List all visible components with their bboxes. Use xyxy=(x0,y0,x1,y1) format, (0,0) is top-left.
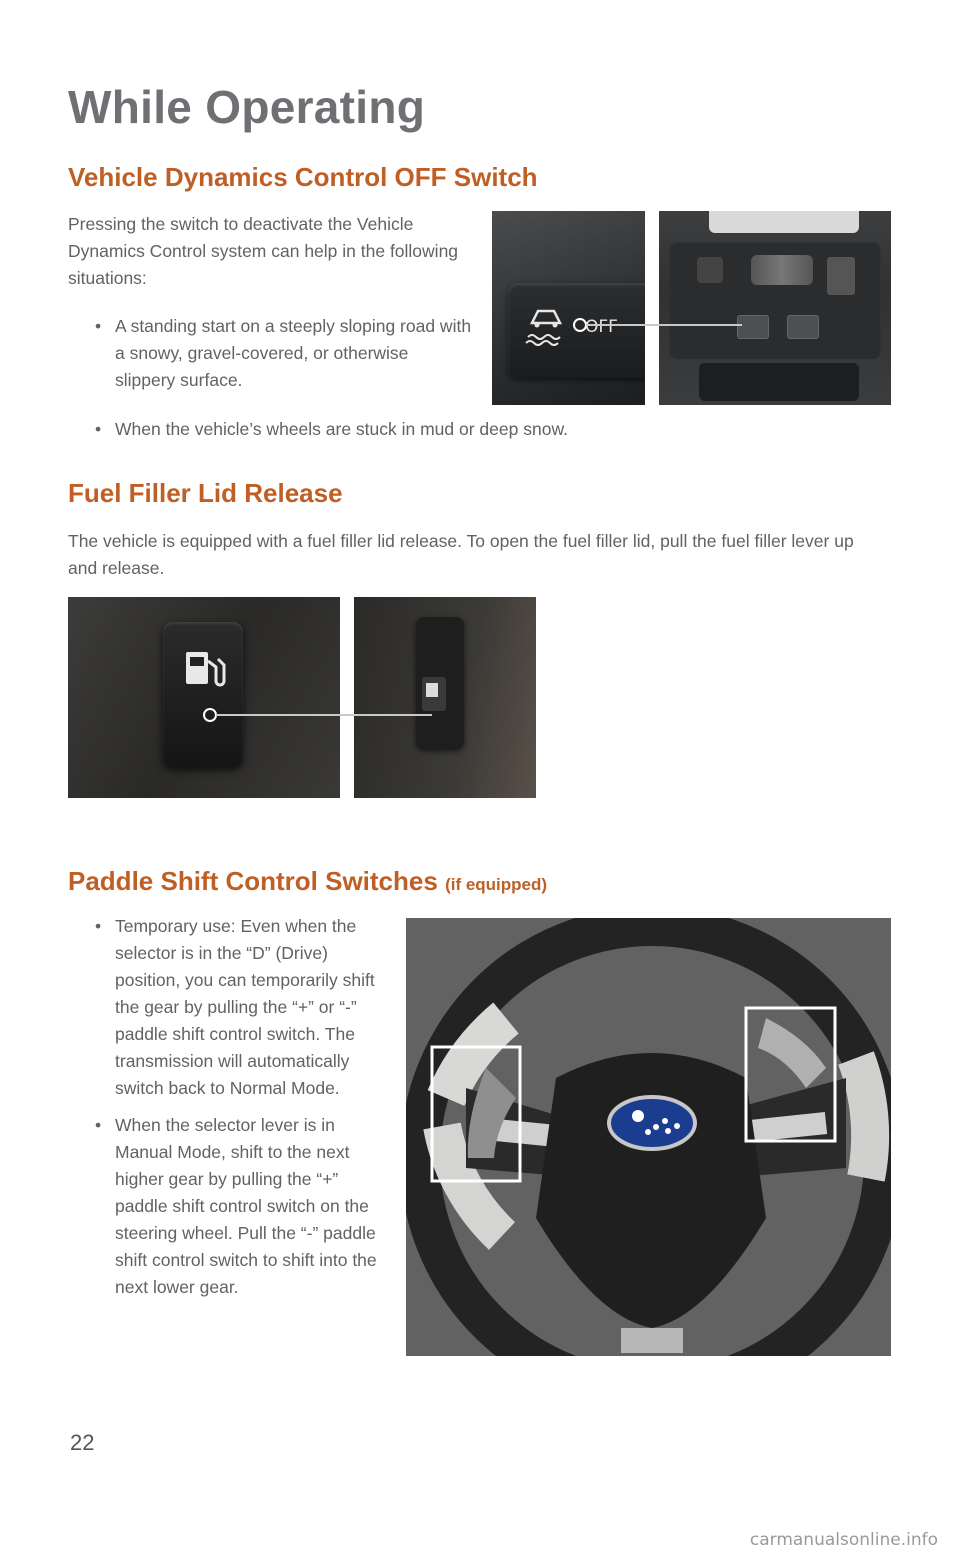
watermark: carmanualsonline.info xyxy=(749,1530,938,1550)
list-item: • When the vehicle’s wheels are stuck in mud or deep snow. xyxy=(68,416,688,443)
steering-wheel-illustration xyxy=(406,918,891,1356)
paddle-bullet-list xyxy=(68,913,386,1311)
steering-wheel-photo xyxy=(406,918,891,1356)
paddle-heading: Paddle Shift Control Switches (if equipped) xyxy=(68,866,548,896)
list-item: • When the selector lever is in Manual Mode, shift to the next higher gear by pulling the “+” paddle shift control switch on the steering wheel. Pull the “-” paddle shift control switch to shift into the next lower gear. xyxy=(68,1112,386,1301)
list-item: • Temporary use: Even when the selector is in the “D” (Drive) position, you can temporarily shift the gear by pulling the “+” or “-” paddle shift control switch. The transmission will automatically switch back to Normal Mode. xyxy=(68,913,386,1102)
page-number: 22 xyxy=(70,1430,95,1455)
fuel-body: The vehicle is equipped with a fuel filler lid release. To open the fuel filler lid, pull the fuel filler lever up and release. xyxy=(68,531,854,578)
fuel-heading: Fuel Filler Lid Release xyxy=(68,478,343,508)
fuel-lever-location-photo xyxy=(354,597,536,798)
fuel-pump-icon xyxy=(68,597,340,798)
fuel-callout-line xyxy=(200,703,440,727)
vdc-bullet-list-b xyxy=(68,416,688,453)
fuel-lever-closeup-photo xyxy=(68,597,340,798)
subaru-logo xyxy=(609,1097,695,1149)
vdc-intro: Pressing the switch to deactivate the Vehicle Dynamics Control system can help in the following situations: xyxy=(68,214,459,288)
vdc-heading: Vehicle Dynamics Control OFF Switch xyxy=(68,162,538,192)
vdc-switch-closeup-photo xyxy=(492,211,645,405)
paddle-heading-suffix: (if equipped) xyxy=(445,875,548,894)
vdc-off-label: OFF xyxy=(585,317,618,337)
vdc-callout-line xyxy=(570,312,750,336)
vdc-dash-panel-photo xyxy=(659,211,891,405)
list-item: • A standing start on a steeply sloping road with a snowy, gravel-covered, or otherwise slippery surface. xyxy=(68,313,473,394)
page-title: While Operating xyxy=(68,81,426,133)
vdc-bullet-list-a xyxy=(68,313,473,404)
vdc-off-icon xyxy=(492,211,645,405)
